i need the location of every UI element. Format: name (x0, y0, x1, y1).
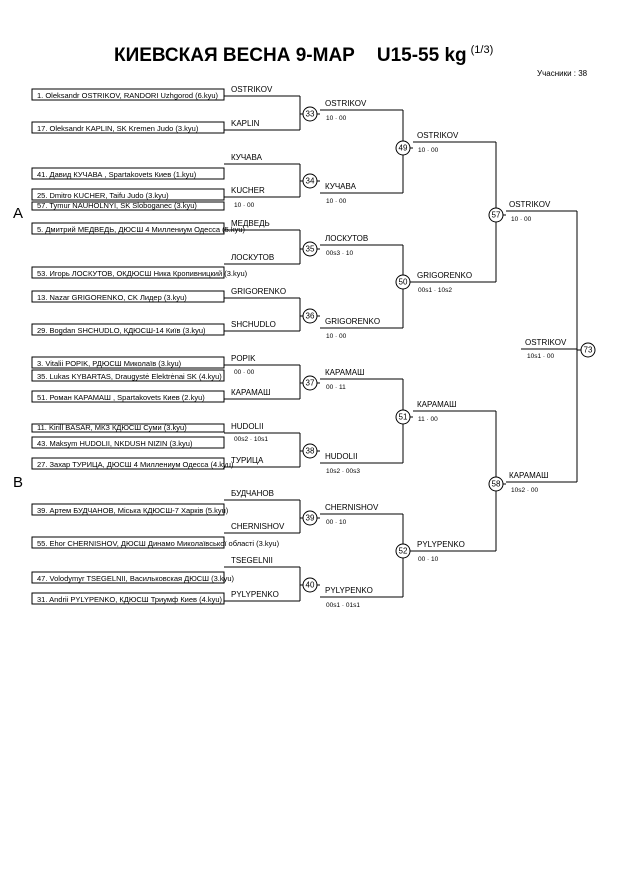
round4-score: 10s2 · 00 (511, 487, 539, 494)
entry-name: 35. Lukas KYBARTAS, Draugystė Elektrėnai SK (4.kyu) (37, 372, 222, 381)
round2-winner: HUDOLII (325, 452, 358, 461)
round4-winner: КАРАМАШ (509, 471, 549, 480)
entry-name: 53. Игорь ЛОСКУТОВ, ОКДЮСШ Ника Кропивницкий (3.kyu) (37, 269, 248, 278)
match-number: 57 (491, 210, 501, 220)
pool-b-label: B (13, 474, 24, 491)
round3-score: 11 · 00 (418, 416, 438, 423)
round1-winner: GRIGORENKO (231, 287, 287, 296)
round1-winner: КУЧАВА (231, 153, 262, 162)
round2-winner: ЛОСКУТОВ (325, 234, 369, 243)
round1-winner: БУДЧАНОВ (231, 489, 274, 498)
round1-winner: ТУРИЦА (231, 456, 264, 465)
round2-winner: PYLYPENKO (325, 586, 373, 595)
round1-winner: SHCHUDLO (231, 320, 276, 329)
entry-name: 13. Nazar GRIGORENKO, CK Лидер (3.kyu) (37, 293, 187, 302)
round1-winner: KAPLIN (231, 119, 260, 128)
round2-score: 00s1 · 01s1 (326, 602, 360, 609)
entry-name: 55. Ehor CHERNISHOV, ДЮСШ Динамо Миколаївської області (3.kyu) (37, 539, 280, 548)
round1-winner: KUCHER (231, 186, 265, 195)
round1-winner: CHERNISHOV (231, 522, 285, 531)
entry-name: 43. Maksym HUDOLII, NKDUSH NIZIN (3.kyu) (37, 439, 193, 448)
round2-winner: КУЧАВА (325, 182, 356, 191)
round2-score: 10 · 00 (326, 333, 347, 340)
match-number: 33 (305, 109, 315, 119)
match-number: 40 (305, 580, 315, 590)
match-number: 34 (305, 176, 315, 186)
round2-score: 00s3 · 10 (326, 250, 354, 257)
final-winner: OSTRIKOV (525, 338, 567, 347)
event-title: КИЕВСКАЯ ВЕСНА 9-МАР (114, 45, 355, 66)
round3-winner: PYLYPENKO (417, 540, 465, 549)
final-score: 10s1 · 00 (527, 353, 555, 360)
round2-score: 10s2 · 00s3 (326, 468, 360, 475)
match-number: 52 (398, 546, 408, 556)
entry-name: 29. Bogdan SHCHUDLO, КДЮСШ-14 Київ (3.kyu) (37, 326, 206, 335)
round2-winner: CHERNISHOV (325, 503, 379, 512)
entry-name: 17. Oleksandr KAPLIN, SK Kremen Judo (3.kyu) (37, 124, 199, 133)
round1-winner: МЕДВЕДЬ (231, 219, 270, 228)
round3-winner: GRIGORENKO (417, 271, 473, 280)
round1-winner: PYLYPENKO (231, 590, 279, 599)
round1-winner: ЛОСКУТОВ (231, 253, 275, 262)
entry-name: 27. Захар ТУРИЦА, ДЮСШ 4 Миллениум Одесса (4.kyu) (37, 460, 234, 469)
round2-winner: GRIGORENKO (325, 317, 381, 326)
match-number: 49 (398, 143, 408, 153)
round2-score: 10 · 00 (326, 198, 347, 205)
entry-name: 31. Andrii PYLYPENKO, КДЮСШ Триумф Киев (4.kyu) (37, 595, 223, 604)
round1-winner: КАРАМАШ (231, 388, 271, 397)
round1-winner: OSTRIKOV (231, 85, 273, 94)
category-title: U15-55 kg (376, 45, 467, 66)
round4-winner: OSTRIKOV (509, 200, 551, 209)
match-number: 39 (305, 513, 315, 523)
match-number: 35 (305, 244, 315, 254)
round3-score: 00 · 10 (418, 556, 439, 563)
entry-name: 57. Tymur NAUHOLNYI, SK Sloboganec (3.kyu) (37, 201, 197, 210)
entry-name: 25. Dmitro KUCHER, Taifu Judo (3.kyu) (37, 191, 169, 200)
round2-score: 00 · 11 (326, 384, 346, 391)
match-number: 73 (583, 345, 593, 355)
round1-winner: POPIK (231, 354, 256, 363)
entry-name: 47. Volodymyr TSEGELNII, Васильковская ДЮСШ (3.kyu) (37, 574, 235, 583)
round4-score: 10 · 00 (511, 216, 532, 223)
match-number: 37 (305, 378, 315, 388)
entry-name: 5. Дмитрий МЕДВЕДЬ, ДЮСШ 4 Миллениум Одесса (5.kyu) (37, 225, 246, 234)
entry-name: 51. Роман КАРАМАШ , Spartakovets Киев (2.kyu) (37, 393, 205, 402)
match-number: 58 (491, 479, 501, 489)
round1-score: 00 · 00 (234, 369, 255, 376)
round1-winner: HUDOLII (231, 422, 264, 431)
round3-score: 00s1 · 10s2 (418, 287, 452, 294)
round1-winner: TSEGELNII (231, 556, 273, 565)
round2-winner: КАРАМАШ (325, 368, 365, 377)
round1-score: 10 · 00 (234, 202, 255, 209)
round2-score: 10 · 00 (326, 115, 347, 122)
entry-name: 1. Oleksandr OSTRIKOV, RANDORI Uzhgorod (6.kyu) (37, 91, 219, 100)
round3-winner: OSTRIKOV (417, 131, 459, 140)
pool-a-label: A (13, 205, 24, 222)
round2-score: 00 · 10 (326, 519, 347, 526)
entry-name: 11. Kirill BASAR, МКЗ КДЮСШ Суми (3.kyu) (37, 423, 187, 432)
round3-score: 10 · 00 (418, 147, 439, 154)
page-indicator: (1/3) (470, 44, 494, 56)
match-number: 51 (398, 412, 408, 422)
round3-winner: КАРАМАШ (417, 400, 457, 409)
participants-count: Учасники : 38 (537, 69, 588, 78)
entry-name: 39. Артем БУДЧАНОВ, Міська КДЮСШ-7 Харків (5.kyu) (37, 506, 229, 515)
entry-name: 3. Vitalii POPIK, РДЮСШ Миколаїв (3.kyu) (37, 359, 182, 368)
round2-winner: OSTRIKOV (325, 99, 367, 108)
match-number: 36 (305, 311, 315, 321)
match-number: 50 (398, 277, 408, 287)
entry-name: 41. Давид КУЧАВА , Spartakovets Киев (1.kyu) (37, 170, 197, 179)
round1-score: 00s2 · 10s1 (234, 436, 268, 443)
match-number: 38 (305, 446, 315, 456)
